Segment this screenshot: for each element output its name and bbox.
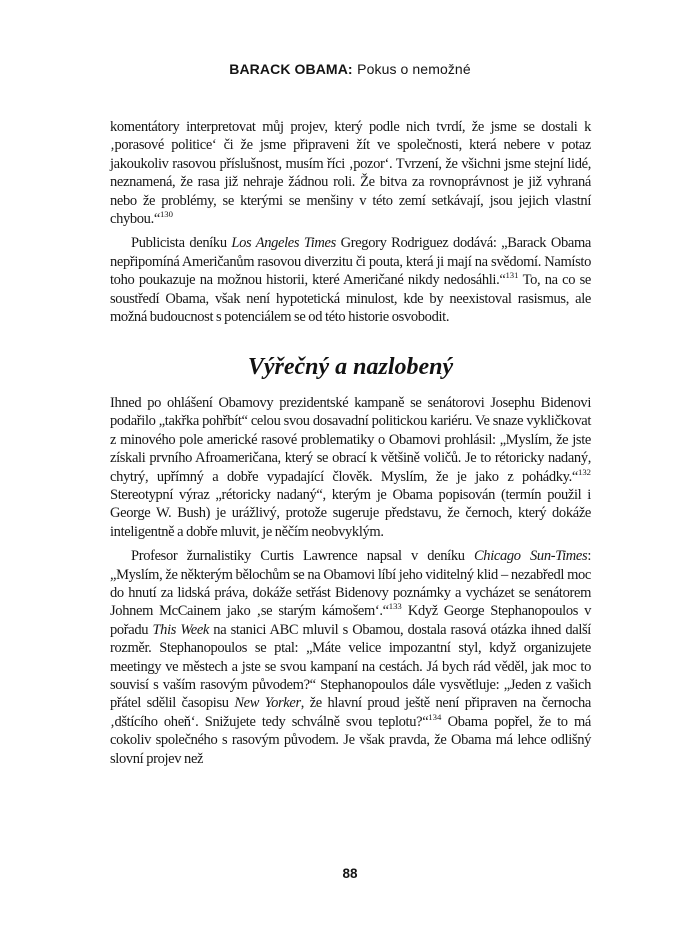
body-paragraph: Ihned po ohlášení Obamovy prezidentské kampaně se senátorovi Josephu Bidenovi podařilo „takřka pohřbít“ celou svou dosavadní politickou kariéru. Ve snaze vykličkovat z minového pole americké rasové problematiky o Obamovi prohlásil: „Myslím, že jste získali prvního Afroameričana, který se obrací k většině voličů. Je to rétoricky nadaný, chytrý, upřímný a dobře vypadající člověk. Myslím, že je jako z pohádky.“$^{132}$ Stereotypní výraz „rétoricky nadaný“, kterým je Obama popisován (termín použil i George W. Bush) je urážlivý, protože sugeruje představu, že černoch, který dokáže inteligentně a dobře mluvit, je něčím neobvyklým. <box>110 394 591 540</box>
running-header <box>0 61 700 77</box>
running-header-subtitle: Pokus o nemožné <box>357 61 471 77</box>
running-header-title: BARACK OBAMA: <box>229 61 353 77</box>
section-heading: Výřečný a nazlobený <box>247 354 454 381</box>
body-paragraph: Profesor žurnalistiky Curtis Lawrence napsal v deníku Chicago Sun-Times: „Myslím, že některým bělochům se na Obamovi líbí jeho viditelný klid – nezabředl moc do hnutí za lidská práva, dokáže setřást Bidenovy poznámky a vycházet se senátorem Johnem McCainem jako ‚se starým kámošem‘.“$^{133}$ Když George Stephanopoulos v pořadu This Week na stanici ABC mluvil s Obamou, dostala rasová otázka ihned další rozměr. Stephanopoulos se ptal: „Máte velice impozantní styl, když organizujete meetingy ve městech a jste se svou kampaní na cestách. Já bych rád věděl, jak moc to souvisí s vaším rasovým původem?“ Stephanopoulos dále vysvětluje: „Jeden z vašich přátel sdělil časopisu New Yorker, že hlavní proud ještě není připraven na černocha ‚dštícího oheň‘. Snižujete tedy schválně svou teplotu?“$^{134}$ Obama popřel, že to má cokoliv společného s rasovým původem. Je však pravda, že Obama má lehce odlišný slovní projev než <box>110 548 591 767</box>
page-body <box>110 118 591 774</box>
body-paragraph: komentátory interpretovat můj projev, který podle nich tvrdí, že jsme se dostali k ‚porasové politice‘ či že jsme připraveni žít ve společnosti, která nebere v potaz jakoukoliv rasovou příslušnost, musím říci ‚pozor‘. Tvrzení, že všichni jsme stejní lidé, neznamená, že rasa již nehraje žádnou roli. Že bitva za rovnoprávnost je již vyhraná nebo že problémy, se kterými se menšiny v této zemí setkávají, jsou jejich vlastní chybou.“$^{130}$ <box>110 119 591 228</box>
page-number: 88 <box>342 866 358 881</box>
body-paragraph: Publicista deníku Los Angeles Times Gregory Rodriguez dodává: „Barack Obama nepřipomíná Američanům rasovou diverzitu či pouta, která ji mají na svědomí. Namísto toho poukazuje na možnou historii, které Američané nikdy nedosáhli.“$^{131}$ To, na co se soustředí Obama, však není hypotetická minulost, kde by neexistoval rasismus, ale možná budoucnost s potenciálem se od této historie osvobodit. <box>110 235 592 326</box>
